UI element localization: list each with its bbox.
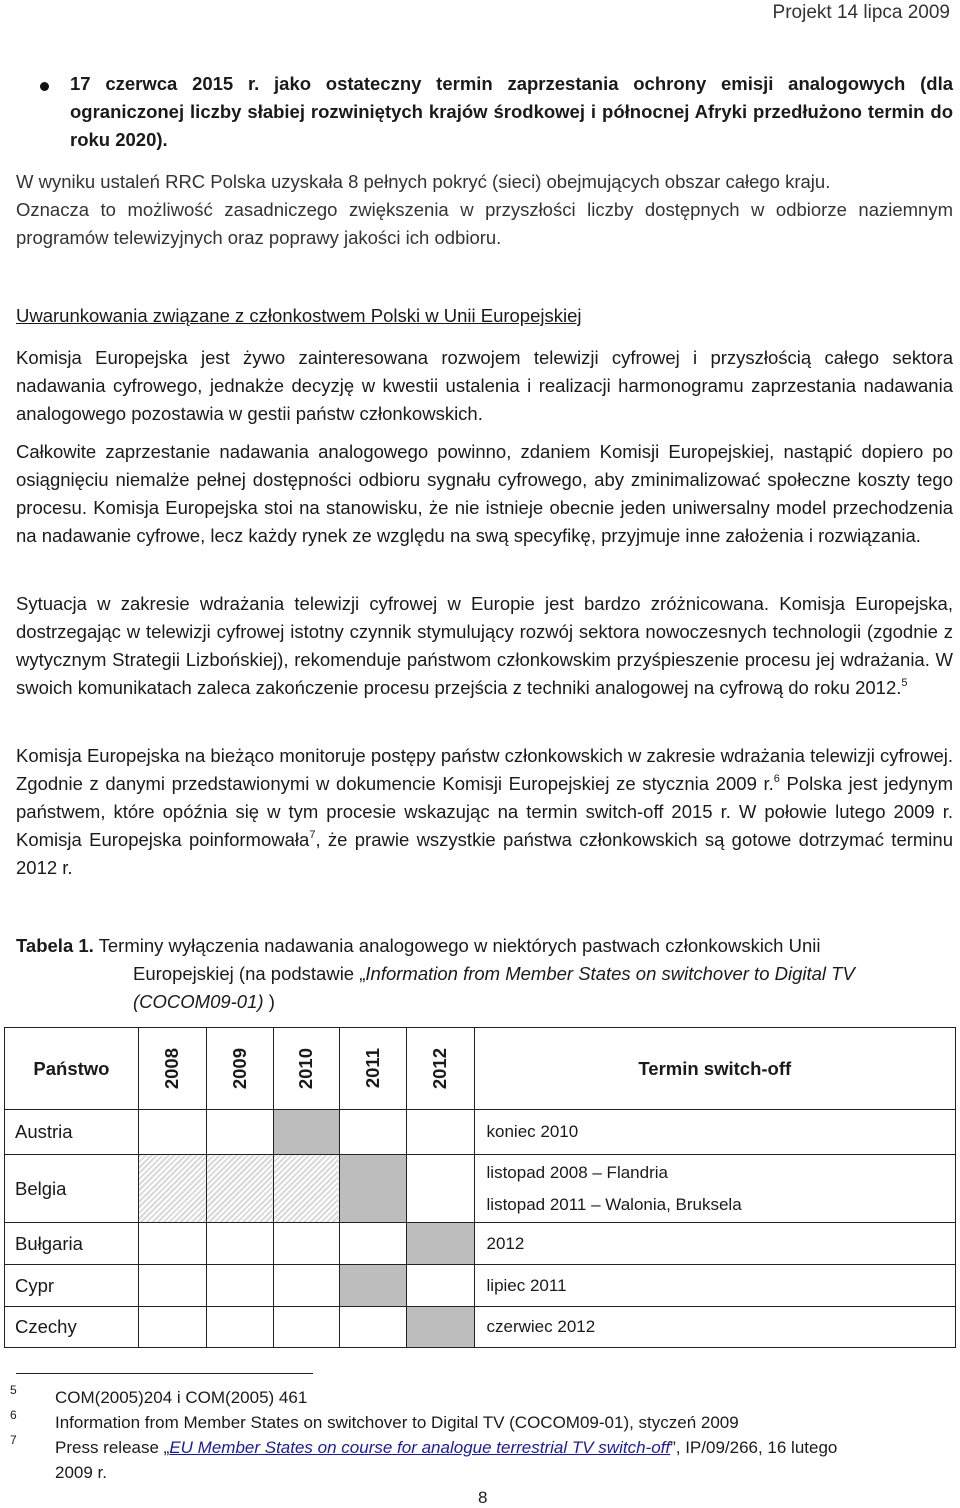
cell-2010 [273, 1265, 339, 1307]
section-paragraph-2: Całkowite zaprzestanie nadawania analogowego powinno, zdaniem Komisji Europejskiej, nastąpić dopiero po osiągnięciu niemalże pełnej dostępności odbioru sygnału cyfrowego, aby zminimalizować społeczne koszty tego procesu. Komisja Europejska stoi na stanowisku, że nie istnieje obecnie jeden uniwersalny model przechodzenia na nadawanie cyfrowe, lecz każdy rynek ze względu na swą specyfikę, przyjmuje inne założenia i rozwiązania. [16, 441, 953, 546]
paragraph-4-text-a: Komisja Europejska na bieżąco monitoruje postępy państw członkowskich w zakresie wdrażania telewizji cyfrowej. Zgodnie z danymi przedstawionymi w dokumencie Komisji Europejskiej ze stycznia 2009 r. [16, 745, 953, 794]
section-paragraph-4 [16, 742, 953, 882]
cell-2011 [339, 1223, 406, 1265]
footnote-number: 6 [10, 1408, 17, 1422]
row-country: Czechy [5, 1307, 139, 1348]
header-year-2009: 2009 [228, 1047, 250, 1090]
row-term-line-1: listopad 2008 – Flandria [486, 1162, 668, 1182]
row-term: czerwiec 2012 [474, 1307, 955, 1348]
footnote-separator [16, 1373, 313, 1374]
cell-2009 [206, 1223, 273, 1265]
footnote-text [55, 1438, 837, 1458]
row-term: lipiec 2011 [474, 1265, 955, 1307]
cell-2011 [339, 1110, 406, 1155]
row-term: koniec 2010 [474, 1110, 955, 1155]
footnote-number: 7 [10, 1433, 17, 1447]
row-country: Cypr [5, 1265, 139, 1307]
cell-2012 [406, 1110, 474, 1155]
press-release-link[interactable]: EU Member States on course for analogue terrestrial TV switch-off [169, 1438, 671, 1457]
table-caption-continued [133, 960, 955, 1016]
page-number: 8 [478, 1488, 488, 1507]
row-term: 2012 [474, 1223, 955, 1265]
cell-2008-partial [138, 1155, 206, 1223]
section-paragraph-3 [16, 590, 953, 702]
cell-2009 [206, 1307, 273, 1348]
document-header: Projekt 14 lipca 2009 [772, 2, 950, 23]
bullet-marker [40, 82, 49, 91]
paragraph-4-text-c: , że prawie wszystkie państwa członkowskich są gotowe dotrzymać terminu 2012 r. [16, 829, 953, 878]
section-paragraph-1: Komisja Europejska jest żywo zainteresowana rozwojem telewizji cyfrowej i przyszłością całego sektora nadawania cyfrowego, jednakże decyzję w kwestii ustalenia i realizacji harmonogramu zaprzestania nadawania analogowego pozostawia w gestii państw członkowskich. [16, 347, 953, 424]
caption-source-prefix: Europejskiej (na podstawie „ [133, 963, 366, 984]
intro-paragraph-1: W wyniku ustaleń RRC Polska uzyskała 8 pełnych pokryć (sieci) obejmujących obszar całego kraju. [16, 171, 831, 192]
footnote-text: COM(2005)204 i COM(2005) 461 [55, 1388, 308, 1407]
cell-2011-marked [339, 1265, 406, 1307]
cell-2012-marked [406, 1223, 474, 1265]
cell-2012 [406, 1155, 474, 1223]
caption-source-suffix: ) [263, 991, 275, 1012]
footnote-text-prefix: Press release „ [55, 1438, 170, 1457]
cell-2009 [206, 1110, 273, 1155]
footnote-ref-7: 7 [309, 829, 316, 841]
footnote-7-continuation: 2009 r. [55, 1463, 107, 1482]
table-row [5, 1223, 956, 1265]
cell-2012 [406, 1265, 474, 1307]
cell-2008 [138, 1307, 206, 1348]
cell-2008 [138, 1223, 206, 1265]
section-heading: Uwarunkowania związane z członkostwem Polski w Unii Europejskiej [16, 305, 582, 326]
bullet-item: 17 czerwca 2015 r. jako ostateczny termin zaprzestania ochrony emisji analogowych (dla ograniczonej liczby słabiej rozwiniętych krajów środkowej i północnej Afryki przedłużono termin do roku 2020). [70, 73, 953, 150]
table-caption [16, 932, 956, 960]
header-year-2010: 2010 [295, 1047, 317, 1090]
cell-2008 [138, 1265, 206, 1307]
header-term: Termin switch-off [474, 1028, 955, 1110]
table-row [5, 1155, 956, 1223]
cell-2011-marked [339, 1155, 406, 1223]
paragraph-4-text-b: Polska jest jedynym państwem, które opóźnia się w tym procesie wskazując na termin switch-off 2015 r. W połowie lutego 2009 r. Komisja Europejska poinformowała [16, 773, 953, 850]
table-row [5, 1110, 956, 1155]
cell-2010 [273, 1307, 339, 1348]
switchoff-table [4, 1027, 956, 1348]
cell-2010 [273, 1223, 339, 1265]
row-country: Austria [5, 1110, 139, 1155]
footnote-text: Information from Member States on switchover to Digital TV (COCOM09-01), styczeń 2009 [55, 1413, 739, 1432]
footnote-ref-6: 6 [773, 773, 780, 785]
footnote-number: 5 [10, 1383, 17, 1397]
header-year-2008: 2008 [161, 1047, 183, 1090]
footnote-ref-5: 5 [901, 677, 908, 689]
cell-2012-marked [406, 1307, 474, 1348]
footnote-text-suffix: ”, IP/09/266, 16 lutego [670, 1438, 838, 1457]
intro-paragraph-2: Oznacza to możliwość zasadniczego zwiększenia w przyszłości liczby dostępnych w odbiorze naziemnym programów telewizyjnych oraz poprawy jakości ich odbioru. [16, 199, 953, 248]
cell-2011 [339, 1307, 406, 1348]
cell-2010-partial [273, 1155, 339, 1223]
row-country: Belgia [5, 1155, 139, 1223]
header-country: Państwo [5, 1028, 139, 1110]
row-term [474, 1155, 955, 1223]
cell-2010-marked [273, 1110, 339, 1155]
table-caption-label: Tabela 1. [16, 935, 94, 956]
paragraph-3-text: Sytuacja w zakresie wdrażania telewizji cyfrowej w Europie jest bardzo zróżnicowana. Komisja Europejska, dostrzegając w telewizji cyfrowej istotny czynnik stymulujący rozwój sektora nowoczesnych technologii (zgodnie z wytycznym Strategii Lizbońskiej), rekomenduje państwom członkowskim przyśpieszenie procesu jej wdrażania. W swoich komunikatach zaleca zakończenie procesu przejścia z techniki analogowej na cyfrową do roku 2012. [16, 593, 953, 698]
table-row [5, 1307, 956, 1348]
cell-2009-partial [206, 1155, 273, 1223]
table-row [5, 1265, 956, 1307]
table-header-row [5, 1028, 956, 1110]
cell-2008 [138, 1110, 206, 1155]
caption-source-title: Information from Member States on switchover to Digital TV (COCOM09-01) [133, 963, 855, 1012]
table-caption-text: Terminy wyłączenia nadawania analogowego w niektórych pastwach członkowskich Unii [93, 935, 821, 956]
header-year-2012: 2012 [429, 1047, 451, 1090]
row-country: Bułgaria [5, 1223, 139, 1265]
cell-2009 [206, 1265, 273, 1307]
row-term-line-2: listopad 2011 – Walonia, Bruksela [486, 1194, 742, 1214]
header-year-2011: 2011 [361, 1048, 383, 1089]
